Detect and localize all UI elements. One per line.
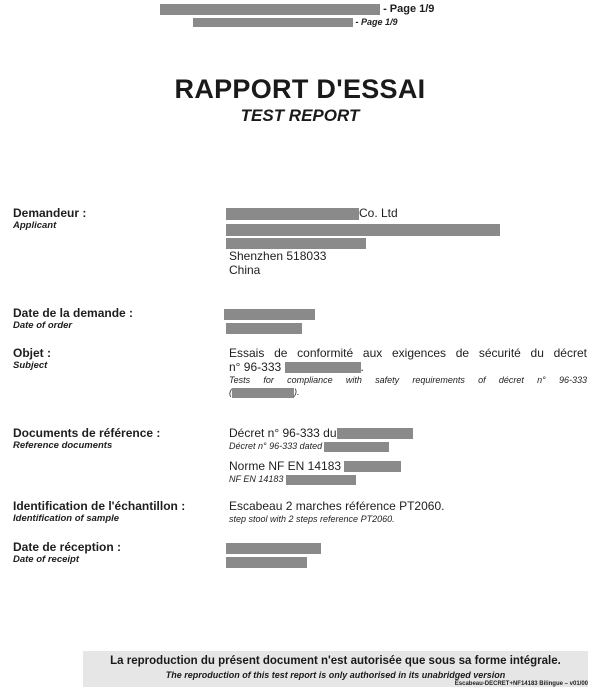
redacted-block xyxy=(344,461,401,472)
page-number-fr: - Page 1/9 xyxy=(383,3,435,15)
redacted-block xyxy=(286,475,356,485)
sample-label-en: Identification of sample xyxy=(13,513,120,524)
form-reference: Escabeau-DECRET+NF14183 Bilingue – v01/00 xyxy=(454,681,588,687)
redacted-block xyxy=(232,388,294,398)
reference-documents-label-en: Reference documents xyxy=(13,440,113,451)
reference-decret-en-text: Décret n° 96-333 dated xyxy=(229,441,323,451)
subject-line1: Essais de conformité aux exigences de sécurité du décret xyxy=(229,346,587,360)
subject-line1-en: Tests for compliance with safety requirements of décret n° 96-333 xyxy=(229,375,587,385)
applicant-company xyxy=(226,206,398,220)
subject-line2-prefix: n° 96-333 xyxy=(229,360,282,374)
report-title: RAPPORT D'ESSAI xyxy=(174,74,426,104)
reproduction-notice: La reproduction du présent document n'est autorisée que sous sa forme intégrale. xyxy=(110,655,561,667)
receipt-date-label: Date de réception : xyxy=(13,540,122,554)
redacted-block xyxy=(285,362,361,373)
redacted-block xyxy=(226,208,359,220)
sample-label: Identification de l'échantillon : xyxy=(13,499,186,513)
subject-line2-suffix: . xyxy=(360,360,364,374)
redacted-block xyxy=(324,442,389,452)
order-date-label-en: Date of order xyxy=(13,320,73,331)
sample-value-en: step stool with 2 steps reference PT2060. xyxy=(229,514,395,524)
reference-decret xyxy=(229,426,413,440)
page-number-subheader xyxy=(193,17,398,27)
redacted-block xyxy=(226,557,307,568)
receipt-date-label-en: Date of receipt xyxy=(13,554,79,565)
redacted-block xyxy=(337,428,413,439)
reference-norme-text: Norme NF EN 14183 xyxy=(229,459,342,473)
applicant-label-en: Applicant xyxy=(13,220,57,231)
subject-line2-en-close: ). xyxy=(294,387,300,397)
order-date-value-en xyxy=(226,320,302,338)
redacted-block xyxy=(224,309,315,320)
reference-decret-text: Décret n° 96-333 du xyxy=(229,426,337,440)
subject-line2-en xyxy=(229,387,300,398)
reference-norme-en-text: NF EN 14183 xyxy=(229,474,284,484)
reproduction-notice-en: The reproduction of this test report is only authorised in its unabridged version xyxy=(165,670,506,680)
reference-documents-label: Documents de référence : xyxy=(13,426,161,440)
redacted-block xyxy=(226,323,302,334)
order-date-label: Date de la demande : xyxy=(13,306,134,320)
subject-label-en: Subject xyxy=(13,360,48,371)
subject-label: Objet : xyxy=(13,346,51,360)
reference-decret-en xyxy=(229,441,389,452)
subject-line2-en-open: ( xyxy=(229,387,232,397)
redacted-block xyxy=(160,4,380,15)
redacted-block xyxy=(226,224,500,236)
page-number-header xyxy=(160,3,434,15)
redacted-block xyxy=(193,18,353,27)
applicant-label: Demandeur : xyxy=(13,206,87,220)
sample-value: Escabeau 2 marches référence PT2060. xyxy=(229,499,445,513)
reference-norme xyxy=(229,459,401,473)
reference-norme-en xyxy=(229,474,356,485)
company-suffix: Co. Ltd xyxy=(359,206,398,220)
page-number-en: - Page 1/9 xyxy=(355,17,398,27)
receipt-date-value-en xyxy=(226,554,307,572)
subject-line2 xyxy=(229,360,364,374)
redacted-block xyxy=(226,543,321,554)
applicant-city: Shenzhen 518033 xyxy=(229,249,327,263)
report-subtitle: TEST REPORT xyxy=(240,106,360,125)
redacted-block xyxy=(226,238,366,249)
applicant-country: China xyxy=(229,263,261,277)
